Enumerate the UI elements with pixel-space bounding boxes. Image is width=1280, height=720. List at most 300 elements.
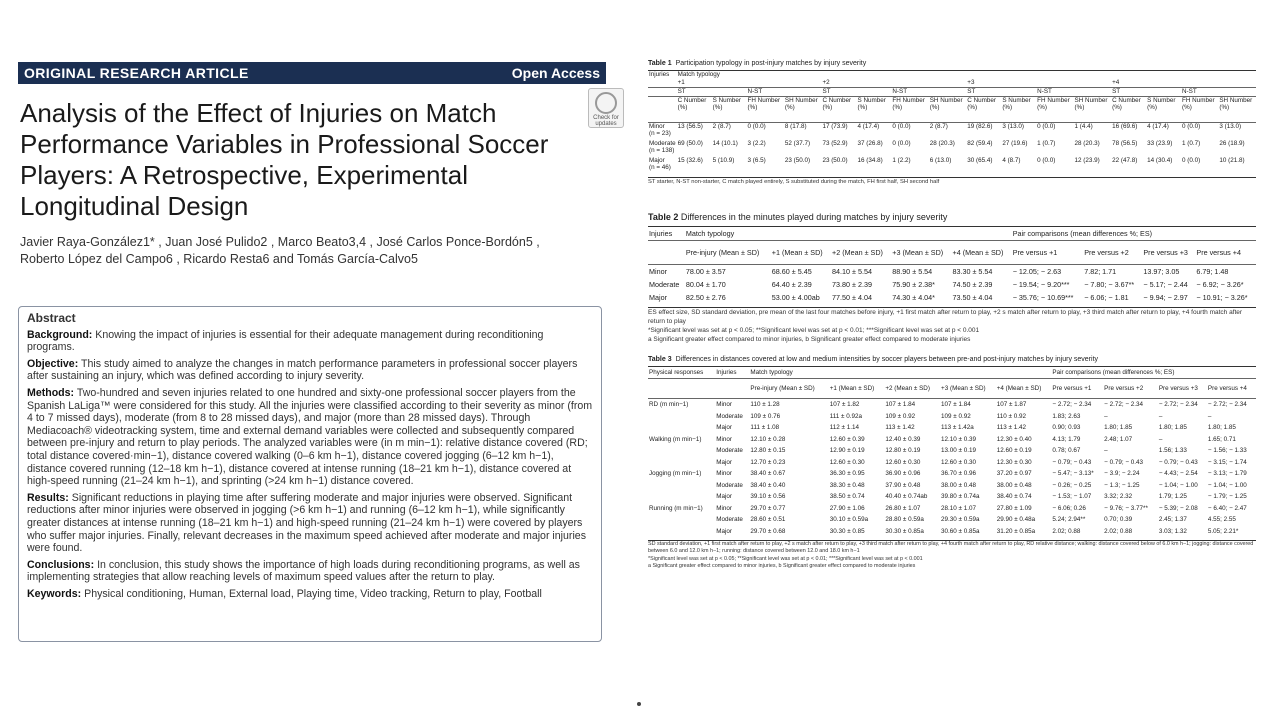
table-cell: 30.30 ± 0.85a <box>885 527 924 535</box>
open-access-label: Open Access <box>511 65 600 81</box>
footnote: SD standard deviation, +1 first match after return to play, +2 s match after return to play, +3 third match after return to play, +4 fourth match after return to play, RD relative distance; walking: distance covered below of 6.0 km h−1; jogging: distance covered between 6.0 and 12.0 km h−1; running: distance covered between 12.0 and 18.0 km h−1 <box>648 541 1254 555</box>
sub-header: S Number (%) <box>1001 97 1036 123</box>
table-cell: 27.80 ± 1.09 <box>996 504 1032 512</box>
table-cell: 8 (17.8) <box>784 123 807 130</box>
table-cell: 36.70 ± 0.96 <box>941 470 977 478</box>
sub-header: FH Number (%) <box>1036 97 1073 123</box>
table-cell: 4 (8.7) <box>1002 156 1021 164</box>
col-header: Injuries <box>715 366 749 379</box>
table-cell: 30.30 ± 0.85 <box>829 527 865 535</box>
caption-text: Differences in distances covered at low and medium intensities by soccer players between pre-and post-injury matches by injury severity <box>675 355 1099 363</box>
table-cell: 2.48; 1.07 <box>1104 435 1133 443</box>
col-header: Pre versus +2 <box>1103 379 1158 399</box>
table-cell: − 3.9; − 2.24 <box>1104 470 1140 478</box>
table-cell: 3.03; 1.32 <box>1158 527 1187 535</box>
table-cell: 68.60 ± 5.45 <box>771 266 812 276</box>
table-2-footnotes <box>648 307 1256 344</box>
table-cell: 1 (2.2) <box>892 156 911 164</box>
row-label: Minor <box>716 401 732 409</box>
table-cell: 113 ± 1.42a <box>941 424 974 432</box>
table-cell: 2 (8.7) <box>712 123 731 130</box>
table-cell: 107 ± 1.87 <box>996 401 1027 409</box>
table-3 <box>648 366 1256 538</box>
table-cell: − 5.17; − 2.44 <box>1143 279 1188 289</box>
row-label-n: (n = 23) <box>649 130 671 137</box>
table-cell: − 2.72; − 2.34 <box>1104 401 1144 409</box>
table-cell: 0.78; 0.67 <box>1052 447 1081 455</box>
group-label: Running (m min−1) <box>649 504 703 512</box>
table-cell: 4 (17.4) <box>1147 123 1169 130</box>
table-3-body <box>648 399 1256 538</box>
table-cell: 38.40 ± 0.74 <box>996 493 1032 501</box>
table-3-caption <box>648 356 1256 363</box>
table-cell: 28.10 ± 1.07 <box>941 504 977 512</box>
table-cell: 77.50 ± 4.04 <box>832 292 872 302</box>
table-cell: 1.80; 1.85 <box>1207 424 1236 432</box>
col-header: Pre versus +4 <box>1207 379 1256 399</box>
table-cell: 2.02; 0.88 <box>1052 527 1081 535</box>
sub-header: C Number (%) <box>1111 97 1146 123</box>
table-cell: 1 (0.7) <box>1037 139 1056 147</box>
table-cell: 12.10 ± 0.39 <box>941 435 977 443</box>
table-1-body <box>648 123 1256 174</box>
table-cell: 1.80; 1.85 <box>1104 424 1133 432</box>
col-header: Physical responses <box>648 366 715 379</box>
author-list <box>20 234 606 268</box>
col-header: +1 (Mean ± SD) <box>771 240 831 264</box>
col-header: Pre versus +4 <box>1195 240 1256 264</box>
table-cell: 12.30 ± 0.40 <box>996 435 1032 443</box>
table-cell: 28.80 ± 0.59a <box>885 516 924 524</box>
table-cell: 26 (18.9) <box>1219 139 1245 147</box>
table-cell: 38.00 ± 0.48 <box>941 481 977 489</box>
section-label: Results: <box>27 491 69 504</box>
table-cell: 1.83; 2.63 <box>1052 412 1081 420</box>
table-cell: − 2.72; − 2.34 <box>1052 401 1092 409</box>
table-cell: − 5.39; − 2.08 <box>1158 504 1198 512</box>
table-cell: 30.10 ± 0.59a <box>829 516 869 524</box>
col-header: Pre versus +2 <box>1083 240 1142 264</box>
table-cell: 28 (20.3) <box>1074 139 1100 147</box>
table-2 <box>648 226 1256 304</box>
table-cell: 107 ± 1.84 <box>941 401 971 409</box>
table-cell: 38.40 ± 0.40 <box>750 481 786 489</box>
table-row <box>648 399 1256 411</box>
table-row <box>648 411 1256 423</box>
table-cell: 27.90 ± 1.06 <box>829 504 865 512</box>
sub-header: SH Number (%) <box>1074 97 1112 123</box>
abstract-background <box>27 329 593 354</box>
row-label: Moderate <box>649 279 680 289</box>
sub-header: FH Number (%) <box>891 97 928 123</box>
table-cell: 12.60 ± 0.19 <box>996 447 1032 455</box>
group-label-empty <box>648 422 715 434</box>
authors-line-2: Roberto López del Campo6 , Ricardo Resta6 and Tomás García-Calvo5 <box>20 252 418 266</box>
table-cell: 1.65; 0.71 <box>1207 435 1236 443</box>
period-header: +4 <box>1111 79 1256 88</box>
table-cell: 73 (52.9) <box>822 139 848 147</box>
table-cell: 74.50 ± 2.39 <box>952 279 993 289</box>
table-cell: 16 (69.6) <box>1112 123 1138 130</box>
row-label <box>648 157 677 174</box>
table-cell: 13 (56.5) <box>677 123 703 130</box>
table-cell: 0 (0.0) <box>1037 123 1056 130</box>
table-cell: 13.97; 3.05 <box>1143 266 1180 276</box>
table-row <box>648 480 1256 492</box>
abstract-conclusions <box>27 559 593 584</box>
table-cell: 88.90 ± 5.54 <box>892 266 933 276</box>
table-row <box>648 140 1256 157</box>
table-label: Table 1 <box>648 60 672 67</box>
sub-header: SH Number (%) <box>929 97 967 123</box>
table-cell: 28.60 ± 0.51 <box>750 516 786 524</box>
table-cell: 4.13; 1.79 <box>1052 435 1081 443</box>
table-cell: − 1.79; − 1.25 <box>1207 493 1247 501</box>
table-cell: 6 (13.0) <box>929 156 952 164</box>
row-label: Minor <box>649 266 667 276</box>
col-header: Pre-injury (Mean ± SD) <box>685 240 771 264</box>
table-cell: 78 (56.5) <box>1112 139 1138 147</box>
table-cell: 38.50 ± 0.74 <box>829 493 865 501</box>
table-cell: − 1.04; − 1.00 <box>1158 481 1198 489</box>
table-cell: 0 (0.0) <box>892 139 911 147</box>
table-cell: − 1.3; − 1.25 <box>1104 481 1140 489</box>
table-cell: − 10.91; − 3.26* <box>1196 292 1248 302</box>
table-row <box>648 157 1256 174</box>
table-cell: 3 (6.5) <box>747 156 766 164</box>
table-cell: 5.05; 2.21* <box>1207 527 1239 535</box>
col-header: Pair comparisons (mean differences %; ES) <box>1051 366 1256 379</box>
period-header: +3 <box>966 79 1111 88</box>
table-cell: 19 (82.6) <box>967 123 993 130</box>
sub-header: S Number (%) <box>712 97 747 123</box>
col-header: Pre versus +3 <box>1142 240 1195 264</box>
table-cell: 53.00 ± 4.00ab <box>771 292 820 302</box>
table-cell: 39.80 ± 0.74a <box>941 493 980 501</box>
st-header: ST <box>1111 88 1181 97</box>
table-cell: – <box>1158 435 1163 443</box>
section-text: Knowing the impact of injuries is essential for their adequate management during reconditioning programs. <box>27 328 544 354</box>
section-label: Background: <box>27 328 93 341</box>
table-cell: − 7.80; − 3.67** <box>1084 279 1135 289</box>
table-cell: 13.00 ± 0.19 <box>941 447 977 455</box>
table-cell: 12.80 ± 0.19 <box>885 447 921 455</box>
table-cell: − 1.04; − 1.00 <box>1207 481 1247 489</box>
table-cell: 4.55; 2.55 <box>1207 516 1236 524</box>
table-cell: 27 (19.6) <box>1002 139 1028 147</box>
table-cell: 69 (50.0) <box>677 139 703 147</box>
group-label-empty <box>648 480 715 492</box>
table-cell: 12.60 ± 0.39 <box>829 435 865 443</box>
section-text: Significant reductions in playing time after suffering moderate and major injuries were observed. Significant reductions after minor injuries were observed in jogging (>6 km h−1) and running (6–12 km h−1), while significantly greater distances at intense running (18–21 km h−1) and high-speed running (21–24 km h−1) were covered by players who suffer major injuries. Finally, relevant decreases in the maximum speed achieved after moderate and major injuries were found. <box>27 491 586 555</box>
table-cell: 78.00 ± 3.57 <box>685 266 726 276</box>
col-header: +2 (Mean ± SD) <box>831 240 891 264</box>
table-cell: 12 (23.9) <box>1074 156 1100 164</box>
table-cell: 0 (0.0) <box>1037 156 1056 164</box>
check-for-updates-badge[interactable] <box>588 88 624 128</box>
table-cell: 0 (0.0) <box>1182 123 1201 130</box>
table-cell: 38.00 ± 0.48 <box>996 481 1032 489</box>
section-text: Physical conditioning, Human, External load, Playing time, Video tracking, Return to play, Football <box>84 587 542 600</box>
row-label: Minor <box>716 470 732 478</box>
section-text: Two-hundred and seven injuries related to one hundred and sixty-one professional soccer players from the Spanish LaLiga™ were considered for this study. All the injuries were classified according to their severity as minor (from 4 to 7 missed days), moderate (from 8 to 28 missed days), and major (more than 28 missed days). Through Mediacoach® videotracking system, time and external demand variables were collected and subsequently compared between pre-injury and return to play periods. The analyzed variables were (in m min−1): relative distance covered (RD; total distance covered·min−1), distance covered walking (0–6 km h−1), distance covered jogging (6–12 km h−1), distance covered running (12–18 km h−1), distance covered at intense running (18–21 km h−1), distance covered at high-speed running (21–24 km h−1), and sprinting (>24 km h−1) distance covered. <box>27 386 593 488</box>
table-row <box>648 123 1256 140</box>
group-label: Jogging (m min−1) <box>649 470 702 478</box>
table-cell: 107 ± 1.84 <box>885 401 916 409</box>
footnote: a Significant greater effect compared to minor injuries, b Significant greater effect compared to moderate injuries <box>648 563 916 570</box>
group-label-empty <box>648 411 715 423</box>
group-label-empty <box>648 457 715 469</box>
table-cell: 40.40 ± 0.74ab <box>885 493 928 501</box>
col-header: Pre versus +1 <box>1012 240 1083 264</box>
caption-text: Participation typology in post-injury matches by injury severity <box>675 60 867 67</box>
table-cell: − 9.76; − 3.77** <box>1104 504 1148 512</box>
group-label-empty <box>648 526 715 538</box>
col-header: Pre-injury (Mean ± SD) <box>749 379 828 399</box>
table-cell: − 3.15; − 1.74 <box>1207 458 1247 466</box>
row-label-name: Major <box>649 156 665 164</box>
table-cell: 29.70 ± 0.68 <box>750 527 786 535</box>
check-for-updates-label: Check for updates <box>593 115 619 127</box>
col-header: Match typology <box>685 226 1012 240</box>
row-label-name: Moderate <box>649 139 676 147</box>
sub-header: C Number (%) <box>677 97 712 123</box>
table-cell: 12.60 ± 0.30 <box>885 458 921 466</box>
table-row <box>648 491 1256 503</box>
table-cell: − 0.79; − 0.43 <box>1104 458 1144 466</box>
sub-header: C Number (%) <box>821 97 856 123</box>
row-label: Moderate <box>716 447 743 455</box>
table-cell: 111 ± 0.92a <box>829 412 862 420</box>
section-label: Keywords: <box>27 587 82 600</box>
table-cell: 14 (10.1) <box>712 139 738 147</box>
table-cell: 3 (13.0) <box>1002 123 1025 130</box>
table-cell: 1.79; 1.25 <box>1158 493 1187 501</box>
table-cell: 23 (50.0) <box>784 156 811 164</box>
table-cell: − 1.56; − 1.33 <box>1207 447 1247 455</box>
abstract-methods <box>27 387 593 488</box>
table-cell: 109 ± 0.92 <box>941 412 971 420</box>
table-cell: 0.90; 0.93 <box>1052 424 1081 432</box>
col-header: +3 (Mean ± SD) <box>940 379 996 399</box>
table-cell: – <box>1104 412 1108 420</box>
col-header: Match typology <box>749 366 1051 379</box>
abstract-keywords <box>27 588 593 601</box>
table-cell: 38.30 ± 0.48 <box>829 481 865 489</box>
table-cell: 10 (21.8) <box>1219 156 1245 164</box>
table-cell: 111 ± 1.08 <box>750 424 780 432</box>
table-cell: 12.60 ± 0.30 <box>829 458 865 466</box>
table-cell: 14 (30.4) <box>1147 156 1173 164</box>
table-cell: 12.70 ± 0.23 <box>750 458 786 466</box>
row-label: Moderate <box>716 481 743 489</box>
group-label: RD (m min−1) <box>649 401 689 409</box>
table-cell: 3 (2.2) <box>747 139 766 147</box>
table-row <box>648 422 1256 434</box>
group-label: Walking (m min−1) <box>649 435 702 443</box>
row-label: Major <box>716 458 732 466</box>
table-cell: 107 ± 1.82 <box>829 401 860 409</box>
table-cell: 17 (73.9) <box>822 123 848 130</box>
nst-header: N-ST <box>1036 88 1111 97</box>
table-cell: 36.30 ± 0.95 <box>829 470 865 478</box>
table-cell: − 9.94; − 2.97 <box>1143 292 1188 302</box>
authors-line-1: Javier Raya-González1* , Juan José Pulido2 , Marco Beato3,4 , José Carlos Ponce-Bordón5 , <box>20 235 540 249</box>
table-cell: 30.60 ± 0.85a <box>941 527 980 535</box>
table-row <box>648 291 1256 304</box>
sub-header: S Number (%) <box>857 97 892 123</box>
table-2-caption <box>648 212 1256 222</box>
table-1-block <box>648 60 1256 186</box>
period-header: +1 <box>677 79 822 88</box>
table-cell: 16 (34.8) <box>857 156 883 164</box>
table-cell: 23 (50.0) <box>822 156 848 164</box>
table-cell: 12.30 ± 0.30 <box>996 458 1032 466</box>
st-header: ST <box>821 88 891 97</box>
col-header: +2 (Mean ± SD) <box>884 379 940 399</box>
table-3-footnotes <box>648 540 1256 571</box>
table-cell: 29.70 ± 0.77 <box>750 504 786 512</box>
table-cell: 110 ± 0.92 <box>996 412 1026 420</box>
table-row <box>648 264 1256 278</box>
article-front-page <box>18 62 619 600</box>
sub-header: S Number (%) <box>1146 97 1181 123</box>
table-cell: 37.20 ± 0.97 <box>996 470 1032 478</box>
table-label: Table 2 <box>648 211 679 222</box>
col-header: Match typology <box>677 71 1256 80</box>
col-header: Pre versus +1 <box>1051 379 1103 399</box>
table-cell: 52 (37.7) <box>784 139 811 147</box>
sub-header: SH Number (%) <box>1218 97 1256 123</box>
table-cell: 33 (23.9) <box>1147 139 1173 147</box>
sub-header: SH Number (%) <box>784 97 822 123</box>
table-cell: 112 ± 1.14 <box>829 424 859 432</box>
row-label <box>648 140 677 157</box>
nst-header: N-ST <box>1181 88 1256 97</box>
table-cell: 15 (32.6) <box>677 156 703 164</box>
table-cell: 38.40 ± 0.67 <box>750 470 786 478</box>
footnote: *Significant level was set at p < 0.05; **Significant level was set at p < 0.01; ***Significant level was set at p < 0.001 <box>648 326 980 334</box>
table-cell: − 0.79; − 0.43 <box>1158 458 1198 466</box>
table-cell: 1.56; 1.33 <box>1158 447 1187 455</box>
table-cell: 0 (0.0) <box>1182 156 1201 164</box>
table-cell: 0.70; 0.39 <box>1104 516 1133 524</box>
table-cell: 0 (0.0) <box>747 123 766 130</box>
table-cell: 28 (20.3) <box>929 139 955 147</box>
article-title: Analysis of the Effect of Injuries on Match Performance Variables in Professional Soccer Players: A Retrospective, Experimental Longitudinal Design <box>20 98 549 221</box>
footnote: *Significant level was set at p < 0.05; **Significant level was set at p < 0.01; ***Significant level was set at p < 0.001 <box>648 555 923 562</box>
table-cell: 6.79; 1.48 <box>1196 266 1229 276</box>
group-label-empty <box>648 491 715 503</box>
table-cell: 4 (17.4) <box>857 123 880 130</box>
table-cell: 39.10 ± 0.56 <box>750 493 786 501</box>
table-cell: 12.40 ± 0.39 <box>885 435 921 443</box>
table-1 <box>648 70 1256 174</box>
table-cell: 22 (47.8) <box>1112 156 1138 164</box>
table-cell: 26.80 ± 1.07 <box>885 504 921 512</box>
table-cell: 2.45; 1.37 <box>1158 516 1187 524</box>
section-label: Conclusions: <box>27 558 95 571</box>
col-header: +4 (Mean ± SD) <box>952 240 1012 264</box>
table-cell: 1 (4.4) <box>1074 123 1093 130</box>
table-cell: 12.90 ± 0.19 <box>829 447 865 455</box>
check-for-updates-icon <box>595 92 617 114</box>
table-cell: − 0.79; − 0.43 <box>1052 458 1092 466</box>
group-label-empty <box>648 445 715 457</box>
table-cell: 0 (0.0) <box>892 123 911 130</box>
table-cell: 1.80; 1.85 <box>1158 424 1187 432</box>
abstract-results <box>27 492 593 555</box>
table-cell: 74.30 ± 4.04* <box>892 292 935 302</box>
row-label: Major <box>716 527 732 535</box>
table-cell: 75.90 ± 2.38* <box>892 279 935 289</box>
row-label: Major <box>716 493 732 501</box>
table-row <box>648 468 1256 480</box>
table-cell: − 6.40; − 2.47 <box>1207 504 1247 512</box>
abstract-box <box>18 306 602 642</box>
table-cell: 73.50 ± 4.04 <box>952 292 993 302</box>
section-text: This study aimed to analyze the changes in match performance parameters in professional soccer players after sustaining an injury, which was defined according to injury severity. <box>27 357 578 383</box>
row-label: Moderate <box>716 412 743 420</box>
period-header: +2 <box>821 79 966 88</box>
col-header: Injuries <box>648 71 677 80</box>
table-cell: − 0.26; − 0.25 <box>1052 481 1092 489</box>
table-2-body <box>648 264 1256 304</box>
table-cell: 109 ± 0.76 <box>750 412 781 420</box>
table-cell: 84.10 ± 5.54 <box>832 266 872 276</box>
table-cell: 37.90 ± 0.48 <box>885 481 921 489</box>
table-cell: − 4.43; − 2.54 <box>1158 470 1198 478</box>
row-label: Moderate <box>716 516 743 524</box>
row-label-name: Minor <box>649 123 665 130</box>
st-header: ST <box>677 88 747 97</box>
table-row <box>648 503 1256 515</box>
table-cell: – <box>1158 412 1163 420</box>
table-cell: 29.90 ± 0.48a <box>996 516 1036 524</box>
table-row <box>648 526 1256 538</box>
table-cell: 113 ± 1.42 <box>996 424 1026 432</box>
table-cell: 109 ± 0.92 <box>885 412 916 420</box>
footnote: a Significant greater effect compared to minor injuries, b Significant greater effect compared to moderate injuries <box>648 335 971 343</box>
st-header: ST <box>966 88 1036 97</box>
table-row <box>648 278 1256 291</box>
abstract-heading: Abstract <box>27 311 76 325</box>
table-cell: − 5.47; − 3.13* <box>1052 470 1094 478</box>
page-dot-indicator[interactable] <box>637 702 641 706</box>
nst-header: N-ST <box>891 88 966 97</box>
row-label <box>648 123 677 140</box>
table-cell: 82.50 ± 2.76 <box>685 292 726 302</box>
table-cell: – <box>1104 447 1108 455</box>
table-cell: 12.80 ± 0.15 <box>750 447 786 455</box>
table-cell: 12.10 ± 0.28 <box>750 435 786 443</box>
abstract-objective <box>27 358 593 383</box>
col-header: Pair comparisons (mean differences %; ES) <box>1012 226 1256 240</box>
table-row <box>648 514 1256 526</box>
table-cell: 7.82; 1.71 <box>1084 266 1117 276</box>
table-cell: − 12.05; − 2.63 <box>1012 266 1062 276</box>
table-cell: 113 ± 1.42 <box>885 424 915 432</box>
section-label: Objective: <box>27 357 79 370</box>
row-label: Major <box>716 424 732 432</box>
table-cell: 2.02; 0.88 <box>1104 527 1133 535</box>
row-label-n: (n = 138) <box>649 146 675 154</box>
table-cell: 3.32; 2.32 <box>1104 493 1133 501</box>
col-header: +1 (Mean ± SD) <box>829 379 885 399</box>
table-cell: 80.04 ± 1.70 <box>685 279 726 289</box>
row-label: Minor <box>716 435 732 443</box>
table-cell: 29.30 ± 0.59a <box>941 516 980 524</box>
